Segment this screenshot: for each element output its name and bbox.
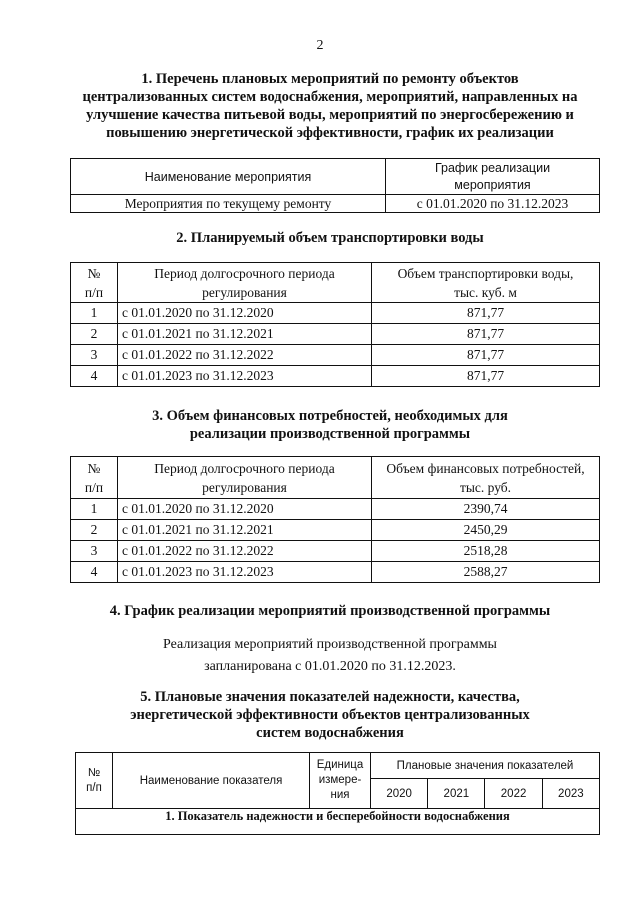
volume-header [372,263,600,303]
section-5-title-line: 5. Плановые значения показателей надежности, качества, [140,689,520,705]
indicator-name-header: Наименование показателя [113,753,310,809]
indicators-table [75,752,600,835]
row-value: 871,77 [372,324,600,345]
row-period: с 01.01.2023 по 31.12.2023 [118,562,372,583]
row-num: 1 [71,303,118,324]
unit-header-line: Единица [316,759,364,771]
section-1-title-line: повышению энергетической эффективности, график их реализации [106,125,554,141]
num-header-line: п/п [84,479,104,495]
row-period: с 01.01.2020 по 31.12.2020 [118,499,372,520]
table-row [71,541,600,562]
row-period: с 01.01.2022 по 31.12.2022 [118,541,372,562]
row-num: 2 [71,324,118,345]
row-value: 2450,29 [372,520,600,541]
section-4-text [60,634,600,678]
num-header-line: № [87,766,101,779]
table-row [71,324,600,345]
row-period: с 01.01.2021 по 31.12.2021 [118,324,372,345]
row-num: 4 [71,562,118,583]
section-1-title [60,70,600,142]
row-num: 3 [71,541,118,562]
section-4-title-line: 4. График реализации мероприятий производственной программы [109,603,551,619]
row-num: 1 [71,499,118,520]
section-1-title-line: 1. Перечень плановых мероприятий по ремонту объектов [141,71,519,87]
row-value: 2518,28 [372,541,600,562]
schedule-header-line: мероприятия [454,177,531,192]
row-num: 3 [71,345,118,366]
table-row [71,303,600,324]
activities-table [70,158,600,213]
row-period: с 01.01.2021 по 31.12.2021 [118,520,372,541]
table-row [71,520,600,541]
num-header [71,457,118,499]
year-header: 2021 [428,779,485,809]
activity-schedule-cell: с 01.01.2020 по 31.12.2023 [386,195,600,213]
section-5-title-line: систем водоснабжения [256,725,404,741]
section-3-title-line: реализации производственной программы [189,426,471,442]
num-header-line: № [87,265,101,281]
transport-volume-table [70,262,600,387]
row-value: 2390,74 [372,499,600,520]
section-2-title [60,229,600,247]
period-header-line: регулирования [202,284,287,300]
section-5-title-line: энергетической эффективности объектов централизованных [130,707,530,723]
page-number: 2 [316,38,324,53]
section-5-title [60,688,600,742]
num-header-line: п/п [84,284,104,300]
section-4-title [60,602,600,620]
year-header: 2020 [371,779,428,809]
section-3-title-line: 3. Объем финансовых потребностей, необходимых для [152,408,508,424]
period-header-line: Период долгосрочного периода [154,265,335,281]
financial-header [372,457,600,499]
activity-name-header: Наименование мероприятия [71,159,386,195]
year-header: 2023 [542,779,599,809]
unit-header [310,753,371,809]
row-period: с 01.01.2023 по 31.12.2023 [118,366,372,387]
schedule-header-line: График реализации [434,160,551,175]
table-row [71,562,600,583]
row-num: 2 [71,520,118,541]
unit-header-line: измере- [318,774,362,786]
financial-header-line: Объем финансовых потребностей, [386,460,585,476]
section-4-text-line: Реализация мероприятий производственной программы [163,637,497,652]
volume-header-line: тыс. куб. м [454,284,517,300]
section-2-title-line: 2. Планируемый объем транспортировки воды [176,230,484,246]
period-header-line: регулирования [202,479,287,495]
volume-header-line: Объем транспортировки воды, [397,265,574,281]
period-header-line: Период долгосрочного периода [154,460,335,476]
reliability-subheader: 1. Показатель надежности и бесперебойности водоснабжения [76,809,600,835]
planned-values-header: Плановые значения показателей [371,753,600,779]
financial-header-line: тыс. руб. [459,479,512,495]
table-row [71,345,600,366]
row-period: с 01.01.2020 по 31.12.2020 [118,303,372,324]
num-header-line: п/п [86,781,102,794]
row-value: 871,77 [372,303,600,324]
table-row [71,499,600,520]
unit-header-line: ния [330,789,350,801]
section-1-title-line: централизованных систем водоснабжения, мероприятий, направленных на [82,89,578,105]
year-header: 2022 [485,779,542,809]
row-period: с 01.01.2022 по 31.12.2022 [118,345,372,366]
section-3-title [60,407,600,443]
financial-needs-table [70,456,600,583]
period-header [118,457,372,499]
num-header [76,753,113,809]
row-value: 2588,27 [372,562,600,583]
num-header [71,263,118,303]
num-header-line: № [87,460,101,476]
table-row [71,366,600,387]
section-1-title-line: улучшение качества питьевой воды, мероприятий по энергосбережению и [86,107,574,123]
period-header [118,263,372,303]
row-value: 871,77 [372,366,600,387]
section-4-text-line: запланирована с 01.01.2020 по 31.12.2023. [204,659,456,674]
row-value: 871,77 [372,345,600,366]
activity-name-cell: Мероприятия по текущему ремонту [71,195,386,213]
row-num: 4 [71,366,118,387]
schedule-header [386,159,600,195]
